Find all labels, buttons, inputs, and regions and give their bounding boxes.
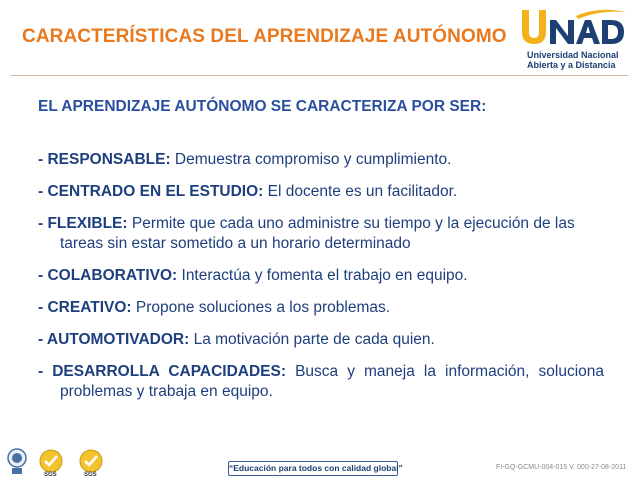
item-text: Busca y maneja la información, soluciona problemas y trabaja en equipo.	[60, 363, 605, 400]
item-text: Propone soluciones a los problemas.	[131, 299, 391, 316]
section-subheading: EL APRENDIZAJE AUTÓNOMO SE CARACTERIZA POR SER:	[38, 98, 487, 115]
list-item-creativo	[38, 298, 604, 318]
item-text: La motivación parte de cada quien.	[189, 331, 435, 348]
item-text: Interactúa y fomenta el trabajo en equipo.	[177, 267, 468, 284]
logo-line-1: Universidad Nacional	[527, 50, 619, 60]
sgs-label-1: SGS	[44, 472, 57, 478]
sgs-certification-icon	[78, 448, 104, 474]
list-item-capacidades	[38, 362, 604, 402]
unad-logo	[518, 6, 630, 70]
page-title: CARACTERÍSTICAS DEL APRENDIZAJE AUTÓNOMO	[22, 26, 507, 47]
item-label: - RESPONSABLE:	[38, 151, 171, 168]
unad-logo-icon	[518, 6, 630, 50]
list-item-flexible	[38, 214, 604, 254]
list-item-responsable	[38, 150, 604, 170]
item-label: - AUTOMOTIVADOR:	[38, 331, 190, 348]
item-label: - CENTRADO EN EL ESTUDIO:	[38, 183, 264, 200]
item-label: - DESARROLLA CAPACIDADES:	[38, 363, 287, 380]
item-text: Demuestra compromiso y cumplimiento.	[170, 151, 452, 168]
item-label: - COLABORATIVO:	[38, 267, 178, 284]
footer-slogan: “Educación para todos con calidad global”	[228, 461, 398, 476]
item-label: - CREATIVO:	[38, 299, 132, 316]
sgs-label-2: SGS	[84, 472, 97, 478]
document-code: FI-GQ-GCMU-004-015 V. 000-27-08-2011	[496, 464, 627, 471]
list-item-colaborativo	[38, 266, 604, 286]
certification-logos	[6, 444, 116, 479]
item-text: El docente es un facilitador.	[263, 183, 458, 200]
list-item-centrado	[38, 182, 604, 202]
item-text: Permite que cada uno administre su tiempo y la ejecución de las tareas sin estar sometido a un horario determinado	[60, 215, 575, 252]
header-divider	[10, 75, 628, 76]
logo-line-2: Abierta y a Distancia	[527, 60, 616, 70]
list-item-automotivador	[38, 330, 604, 350]
sgs-certification-icon	[38, 448, 64, 474]
characteristics-list	[38, 150, 604, 414]
quality-seal-icon	[6, 446, 28, 476]
item-label: - FLEXIBLE:	[38, 215, 128, 232]
